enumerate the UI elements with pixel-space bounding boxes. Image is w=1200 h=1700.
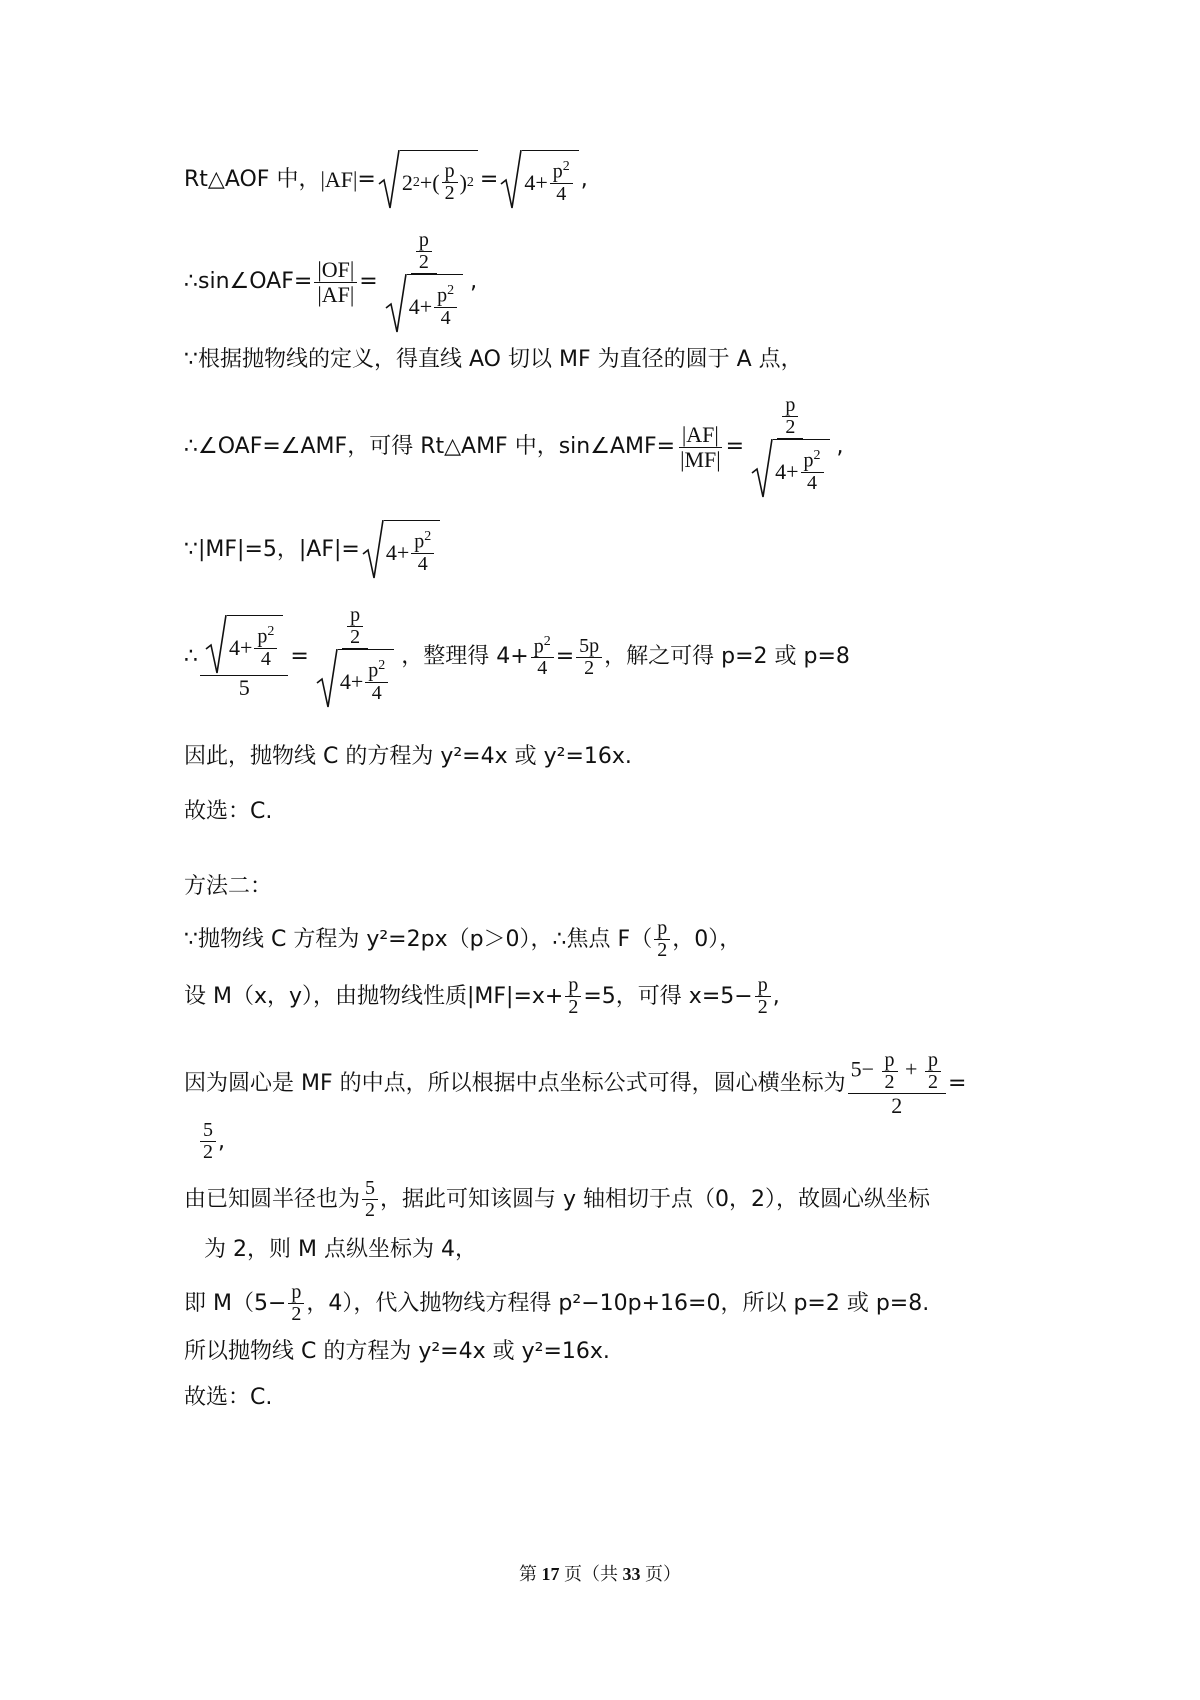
text-line: 故选：C.: [184, 799, 273, 824]
fraction: $\frac{5p}{2}$: [576, 636, 602, 679]
sqrt-radical: 4+ $\frac{p^2}{4}$: [500, 150, 578, 210]
text-line: 故选：C.: [184, 1385, 273, 1410]
equation-solve-p: ∴ 4+ $\frac{p^2}{4}$ 5 = $\frac{p}{2}$ 4+ $\frac{p^2}{4}$ ，整理得 4+ $\frac{p^2}{4}$ = $\frac{5p}{2}$ ，解之可得 p=2 或 p=8: [184, 605, 850, 709]
fraction: $\frac{p}{2}$ 4+ $\frac{p^2}{4}$: [746, 395, 834, 499]
text-line: ∵根据抛物线的定义，得直线 AO 切以 MF 为直径的圆于 A 点，: [184, 347, 803, 372]
total-pages: 33: [622, 1564, 641, 1584]
page-footer: 第 17 页（共 33 页）: [519, 1564, 681, 1584]
section-heading: 方法二：: [184, 874, 273, 899]
equation-radius: 由已知圆半径也为 $\frac{5}{2}$ ，据此可知该圆与 y 轴相切于点（0，2），故圆心纵坐标: [184, 1177, 931, 1221]
fraction: $\frac{p^2}{4}$: [531, 635, 554, 680]
fraction: $\frac{p}{2}$: [565, 975, 581, 1018]
text-line: 所以抛物线 C 的方程为 y²=4x 或 y²=16x.: [184, 1339, 610, 1364]
sqrt-radical: 4+ $\frac{p^2}{4}$: [362, 520, 440, 580]
equation-center-x: 因为圆心是 MF 的中点，所以根据中点坐标公式可得，圆心横坐标为 5− $\frac{p}{2}$ + $\frac{p}{2}$ 2 =: [184, 1049, 967, 1118]
equation-center-x-result: $\frac{5}{2}$ ,: [198, 1120, 225, 1163]
fraction: $\frac{p}{2}$ 4+ $\frac{p^2}{4}$: [311, 605, 399, 709]
fraction: $\frac{p}{2}$: [755, 975, 771, 1018]
fraction: 4+ $\frac{p^2}{4}$ 5: [200, 615, 288, 699]
equation-mf-af: ∵|MF|=5，|AF|= 4+ $\frac{p^2}{4}$: [184, 520, 442, 580]
fraction: $\frac{p}{2}$ 4+ $\frac{p^2}{4}$: [380, 230, 468, 334]
equation-focus: ∵抛物线 C 方程为 y²=2px（p＞0），∴焦点 F（ $\frac{p}{2}$ ，0），: [184, 917, 742, 961]
fraction: 5− $\frac{p}{2}$ + $\frac{p}{2}$ 2: [848, 1050, 946, 1117]
equation-mf-property: 设 M（x，y），由抛物线性质|MF|=x+ $\frac{p}{2}$ =5，可得 x=5 − $\frac{p}{2}$ ,: [184, 974, 780, 1018]
fraction: $\frac{|AF|}{|MF|}$: [680, 422, 721, 472]
sqrt-radical: 2 2 +( $\frac{p}{2}$ ) 2: [378, 150, 478, 210]
equation-sin-oaf: ∴sin∠OAF= $\frac{|OF|}{|AF|}$ = $\frac{p}{2}$ 4+ $\frac{p^2}{4}$ ,: [184, 230, 477, 334]
text-line: 因此，抛物线 C 的方程为 y²=4x 或 y²=16x.: [184, 744, 632, 769]
equation-af-length: Rt△AOF 中， |AF| = 2 2 +( $\frac{p}{2}$ ) 2 = 4+ $\frac{p^2}{4}$ ,: [184, 150, 588, 210]
equation-sin-amf: ∴∠OAF=∠AMF，可得 Rt△AMF 中，sin∠AMF= $\frac{|AF|}{|MF|}$ = $\frac{p}{2}$ 4+ $\frac{p^2}{4}$ ,: [184, 395, 844, 499]
fraction: $\frac{p}{2}$: [654, 918, 670, 961]
fraction: $\frac{|OF|}{|AF|}$: [314, 258, 357, 305]
page-number: 17: [541, 1564, 560, 1584]
equation-substitute: 即 M（5 − $\frac{p}{2}$ ，4），代入抛物线方程得 p²−10p+16=0，所以 p=2 或 p=8.: [184, 1281, 930, 1325]
text-line: 为 2，则 M 点纵坐标为 4，: [204, 1237, 477, 1262]
fraction: $\frac{5}{2}$: [200, 1120, 216, 1163]
fraction: $\frac{5}{2}$: [362, 1178, 378, 1221]
fraction: $\frac{p}{2}$: [288, 1282, 304, 1325]
